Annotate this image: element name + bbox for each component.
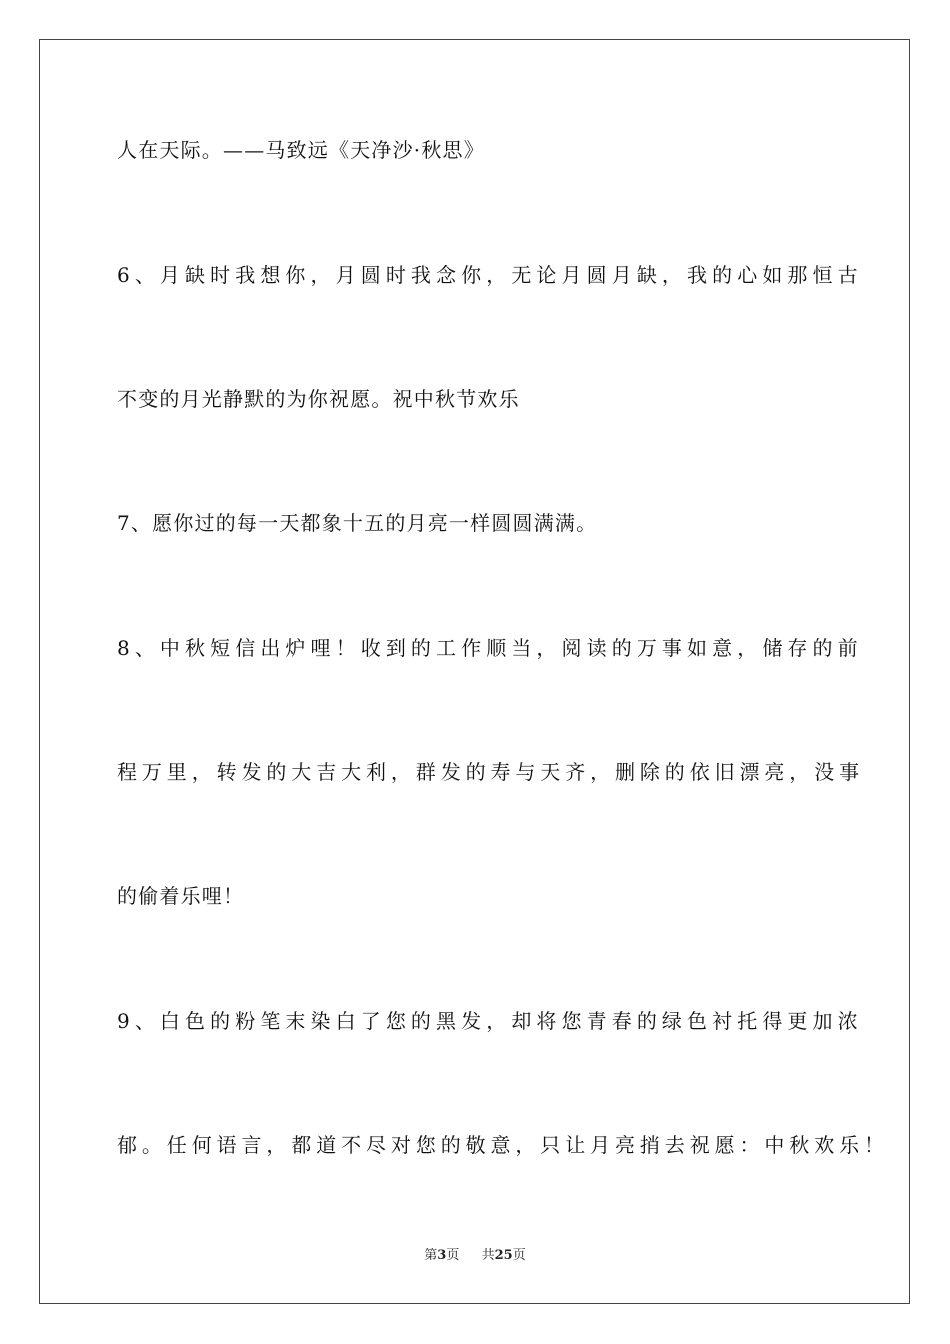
footer-page-number: 3 — [437, 1248, 447, 1263]
text-line-6: 程万里，转发的大吉大利，群发的寿与天齐，删除的依旧漂亮，没事 — [117, 760, 864, 784]
footer-total-pages: 25 — [494, 1248, 513, 1263]
text-line-5: 8、中秋短信出炉哩！收到的工作顺当，阅读的万事如意，储存的前 — [117, 636, 863, 660]
page-border — [39, 39, 910, 1304]
text-line-4: 7、愿你过的每一天都象十五的月亮一样圆圆满满。 — [117, 511, 598, 535]
text-line-2: 6、月缺时我想你，月圆时我念你，无论月圆月缺，我的心如那恒古 — [117, 263, 863, 287]
text-line-7: 的偷着乐哩！ — [117, 884, 245, 908]
footer-page-suffix: 页 — [446, 1248, 460, 1263]
text-line-8: 9、白色的粉笔末染白了您的黑发，却将您青春的绿色衬托得更加浓 — [117, 1009, 863, 1033]
text-line-3: 不变的月光静默的为你祝愿。祝中秋节欢乐 — [117, 387, 520, 411]
footer-page-prefix: 第 — [424, 1248, 438, 1263]
text-line-9: 郁。任何语言，都道不尽对您的敬意，只让月亮捎去祝愿：中秋欢乐！ — [117, 1133, 889, 1157]
text-line-1: 人在天际。——马致远《天净沙·秋思》 — [117, 138, 485, 162]
page-footer — [0, 1246, 950, 1266]
footer-total-suffix: 页 — [512, 1248, 526, 1263]
footer-total-prefix: 共 — [481, 1248, 495, 1263]
